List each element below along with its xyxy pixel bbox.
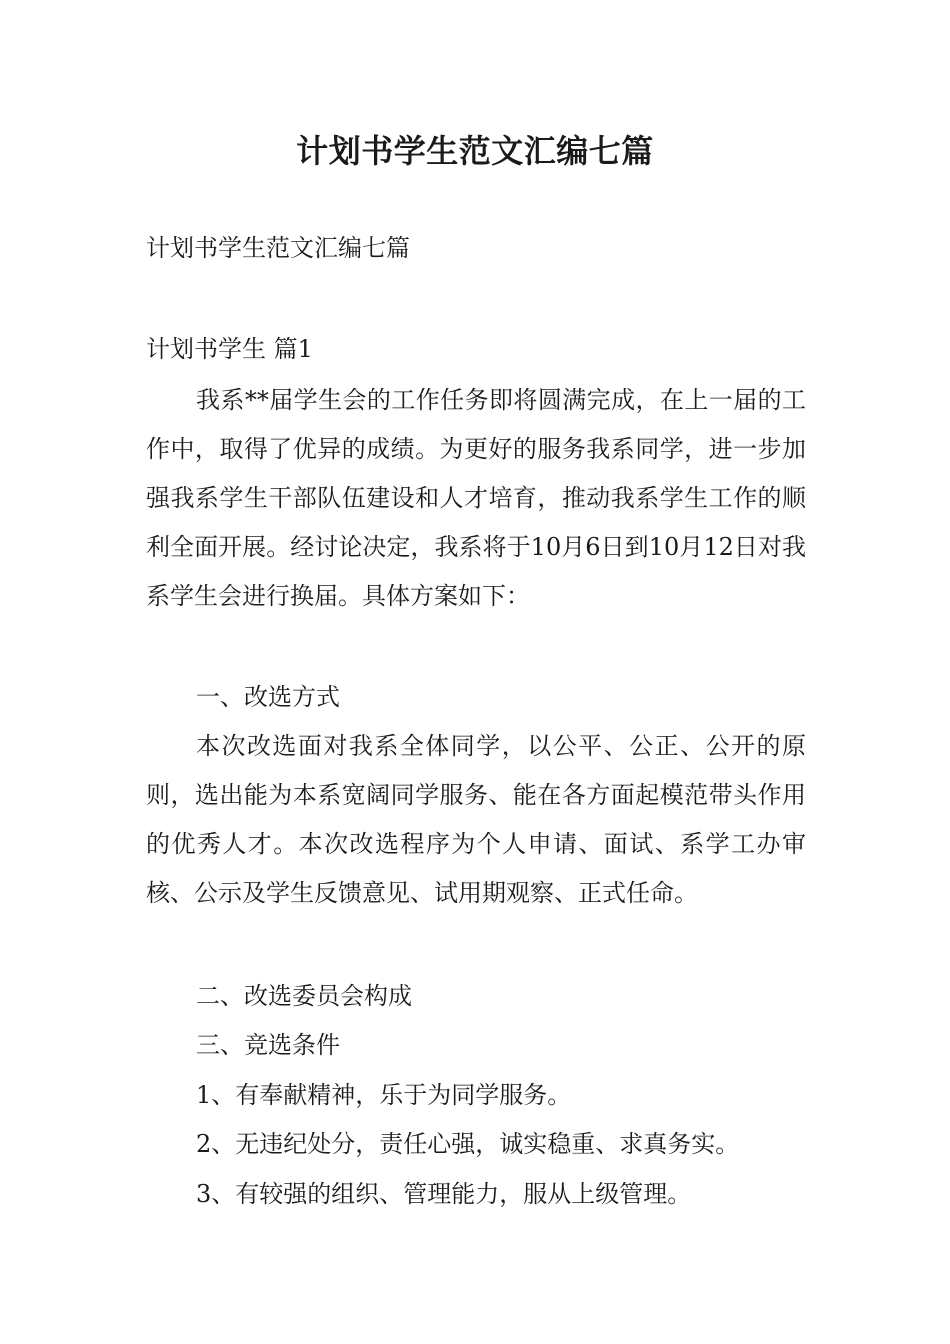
heading-conditions: 三、竞选条件 xyxy=(196,1031,340,1059)
section-heading: 计划书学生 篇1 xyxy=(146,335,313,363)
paragraph-reelection-method: 本次改选面对我系全体同学，以公平、公正、公开的原则，选出能为本系宽阔同学服务、能在各方面起模范带头作用的优秀人才。本次改选程序为个人申请、面试、系学工办审核、公示及学生反馈意见、试用期观察、正式任命。 xyxy=(146,732,806,907)
list-item: 1、有奉献精神，乐于为同学服务。 xyxy=(196,1081,572,1109)
heading-reelection-method: 一、改选方式 xyxy=(196,683,340,711)
document-subtitle: 计划书学生范文汇编七篇 xyxy=(146,234,410,262)
list-item: 3、有较强的组织、管理能力，服从上级管理。 xyxy=(196,1180,692,1208)
document-title: 计划书学生范文汇编七篇 xyxy=(296,132,654,170)
heading-committee: 二、改选委员会构成 xyxy=(196,982,412,1010)
paragraph-intro: 我系**届学生会的工作任务即将圆满完成，在上一届的工作中，取得了优异的成绩。为更好的服务我系同学，进一步加强我系学生干部队伍建设和人才培育，推动我系学生工作的顺利全面开展。经讨论决定，我系将于10月6日到10月12日对我系学生会进行换届。具体方案如下： xyxy=(146,386,806,610)
list-item: 2、无违纪处分，责任心强，诚实稳重、求真务实。 xyxy=(196,1130,740,1158)
